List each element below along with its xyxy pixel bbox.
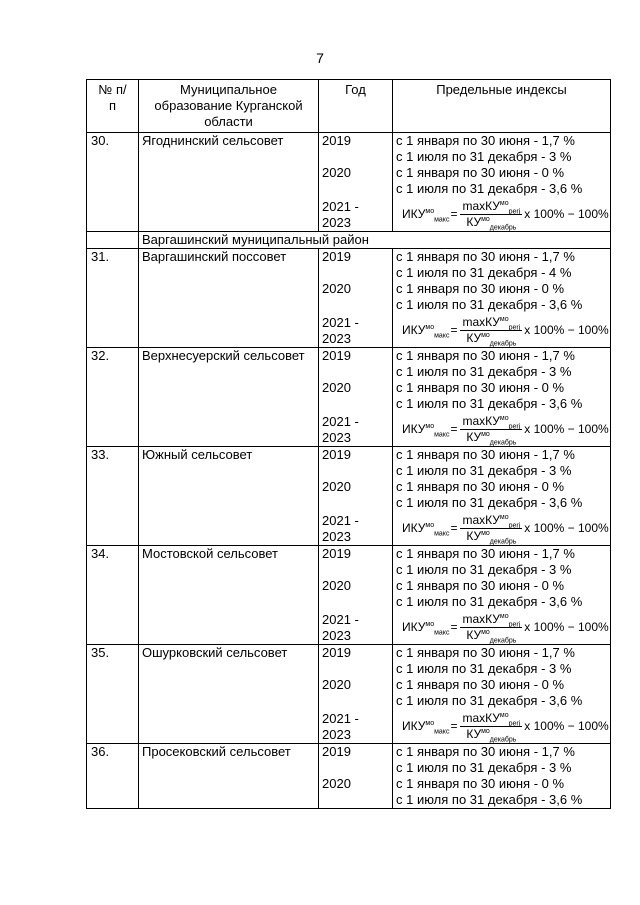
formula-lhs: $ИКУ^{мо}_{макс}$ (402, 719, 450, 736)
indices-cell (393, 249, 611, 348)
year-2019: 2019 (322, 348, 351, 363)
year-2019: 2019 (322, 133, 351, 148)
index-line: с 1 января по 30 июня - 1,7 % (396, 249, 575, 264)
district-name: Варгашинский муниципальный район (139, 232, 611, 249)
formula-fraction: $\frac{\max КУ^{мо}_{perj}}{КУ^{мо}_{декабрь}}$ (462, 611, 521, 644)
index-line: с 1 января по 30 июня - 0 % (396, 281, 565, 296)
municipality-name: Мостовской сельсовет (139, 546, 319, 645)
row-number: 30. (87, 133, 139, 232)
index-line: с 1 июля по 31 декабря - 3,6 % (396, 792, 583, 807)
year-2020: 2020 (322, 776, 351, 791)
municipality-name: Южный сельсовет (139, 447, 319, 546)
index-line: с 1 января по 30 июня - 0 % (396, 165, 565, 180)
index-line: с 1 июля по 31 декабря - 3,6 % (396, 181, 583, 196)
formula-lhs: $ИКУ^{мо}_{макс}$ (402, 521, 450, 538)
index-line: с 1 января по 30 июня - 1,7 % (396, 546, 575, 561)
year-2020: 2020 (322, 578, 351, 593)
year-2021-2023: 2021 - 2023 (322, 315, 359, 346)
year-2020: 2020 (322, 677, 351, 692)
table-header-row (87, 80, 611, 133)
header-num: № п/п (87, 80, 139, 133)
formula (402, 610, 607, 644)
year-2021-2023: 2021 - 2023 (322, 513, 359, 544)
formula-tail: x 100% − 100% (524, 422, 609, 436)
year-2020: 2020 (322, 380, 351, 395)
formula-fraction: $\frac{\max КУ^{мо}_{perj}}{КУ^{мо}_{декабрь}}$ (462, 512, 521, 545)
table-body (87, 133, 611, 809)
year-cell (319, 645, 393, 744)
index-line: с 1 июля по 31 декабря - 3 % (396, 760, 572, 775)
row-number: 35. (87, 645, 139, 744)
year-2019: 2019 (322, 249, 351, 264)
table-row (87, 447, 611, 546)
year-cell (319, 348, 393, 447)
year-cell (319, 249, 393, 348)
year-cell (319, 744, 393, 809)
formula-lhs: $ИКУ^{мо}_{макс}$ (402, 323, 450, 340)
index-line: с 1 января по 30 июня - 0 % (396, 479, 565, 494)
table-row (87, 133, 611, 232)
municipality-name: Верхнесуерский сельсовет (139, 348, 319, 447)
index-line: с 1 января по 30 июня - 0 % (396, 776, 565, 791)
formula-eq: = (450, 620, 458, 634)
formula-fraction: $\frac{\max КУ^{мо}_{perj}}{КУ^{мо}_{декабрь}}$ (462, 710, 521, 743)
indices-cell (393, 744, 611, 809)
district-row (87, 232, 611, 249)
formula-fraction: $\frac{\max КУ^{мо}_{perj}}{КУ^{мо}_{декабрь}}$ (462, 314, 521, 347)
indices-cell (393, 546, 611, 645)
formula-fraction: $\frac{\max КУ^{мо}_{perj}}{КУ^{мо}_{декабрь}}$ (462, 198, 521, 231)
indices-cell (393, 447, 611, 546)
index-line: с 1 января по 30 июня - 1,7 % (396, 744, 575, 759)
year-2019: 2019 (322, 645, 351, 660)
year-2019: 2019 (322, 546, 351, 561)
index-line: с 1 января по 30 июня - 0 % (396, 380, 565, 395)
index-line: с 1 июля по 31 декабря - 3 % (396, 149, 572, 164)
formula-eq: = (450, 323, 458, 337)
index-line: с 1 января по 30 июня - 0 % (396, 677, 565, 692)
row-number: 33. (87, 447, 139, 546)
indices-cell (393, 348, 611, 447)
year-cell (319, 133, 393, 232)
index-line: с 1 июля по 31 декабря - 3,6 % (396, 594, 583, 609)
formula-lhs: $ИКУ^{мо}_{макс}$ (402, 422, 450, 439)
index-line: с 1 июля по 31 декабря - 3 % (396, 562, 572, 577)
formula (402, 511, 607, 545)
formula-eq: = (450, 719, 458, 733)
row-number: 31. (87, 249, 139, 348)
year-2019: 2019 (322, 744, 351, 759)
formula-lhs: $ИКУ^{мо}_{макс}$ (402, 207, 450, 224)
municipality-name: Просековский сельсовет (139, 744, 319, 809)
formula-eq: = (450, 207, 458, 221)
year-2019: 2019 (322, 447, 351, 462)
index-line: с 1 июля по 31 декабря - 3,6 % (396, 297, 583, 312)
index-line: с 1 июля по 31 декабря - 3,6 % (396, 693, 583, 708)
year-2021-2023: 2021 - 2023 (322, 199, 359, 230)
year-2020: 2020 (322, 281, 351, 296)
row-number: 32. (87, 348, 139, 447)
header-indices: Предельные индексы (393, 80, 611, 133)
index-line: с 1 января по 30 июня - 1,7 % (396, 348, 575, 363)
table-row (87, 348, 611, 447)
formula-tail: x 100% − 100% (524, 207, 609, 221)
index-line: с 1 июля по 31 декабря - 3,6 % (396, 396, 583, 411)
year-2021-2023: 2021 - 2023 (322, 711, 359, 742)
year-2021-2023: 2021 - 2023 (322, 414, 359, 445)
indices-cell (393, 645, 611, 744)
row-number: 34. (87, 546, 139, 645)
formula-tail: x 100% − 100% (524, 521, 609, 535)
index-line: с 1 июля по 31 декабря - 3 % (396, 463, 572, 478)
index-line: с 1 июля по 31 декабря - 3,6 % (396, 495, 583, 510)
municipality-name: Варгашинский поссовет (139, 249, 319, 348)
year-2020: 2020 (322, 165, 351, 180)
index-line: с 1 июля по 31 декабря - 3 % (396, 364, 572, 379)
formula (402, 197, 607, 231)
formula (402, 313, 607, 347)
formula-eq: = (450, 521, 458, 535)
index-line: с 1 января по 30 июня - 0 % (396, 578, 565, 593)
formula-tail: x 100% − 100% (524, 323, 609, 337)
year-cell (319, 546, 393, 645)
page-number: 7 (316, 50, 324, 66)
indices-table (86, 79, 611, 809)
header-municipality: Муниципальное образование Курганской области (139, 80, 319, 133)
row-number: 36. (87, 744, 139, 809)
index-line: с 1 января по 30 июня - 1,7 % (396, 645, 575, 660)
header-year: Год (319, 80, 393, 133)
table-row (87, 645, 611, 744)
formula-tail: x 100% − 100% (524, 719, 609, 733)
year-2021-2023: 2021 - 2023 (322, 612, 359, 643)
indices-cell (393, 133, 611, 232)
formula-eq: = (450, 422, 458, 436)
formula (402, 709, 607, 743)
index-line: с 1 июля по 31 декабря - 4 % (396, 265, 572, 280)
year-2020: 2020 (322, 479, 351, 494)
index-line: с 1 января по 30 июня - 1,7 % (396, 133, 575, 148)
table-row (87, 546, 611, 645)
index-line: с 1 января по 30 июня - 1,7 % (396, 447, 575, 462)
municipality-name: Ягоднинский сельсовет (139, 133, 319, 232)
municipality-name: Ошурковский сельсовет (139, 645, 319, 744)
formula-tail: x 100% − 100% (524, 620, 609, 634)
index-line: с 1 июля по 31 декабря - 3 % (396, 661, 572, 676)
formula-lhs: $ИКУ^{мо}_{макс}$ (402, 620, 450, 637)
table-row (87, 744, 611, 809)
formula-fraction: $\frac{\max КУ^{мо}_{perj}}{КУ^{мо}_{декабрь}}$ (462, 413, 521, 446)
year-cell (319, 447, 393, 546)
table-row (87, 249, 611, 348)
formula (402, 412, 607, 446)
